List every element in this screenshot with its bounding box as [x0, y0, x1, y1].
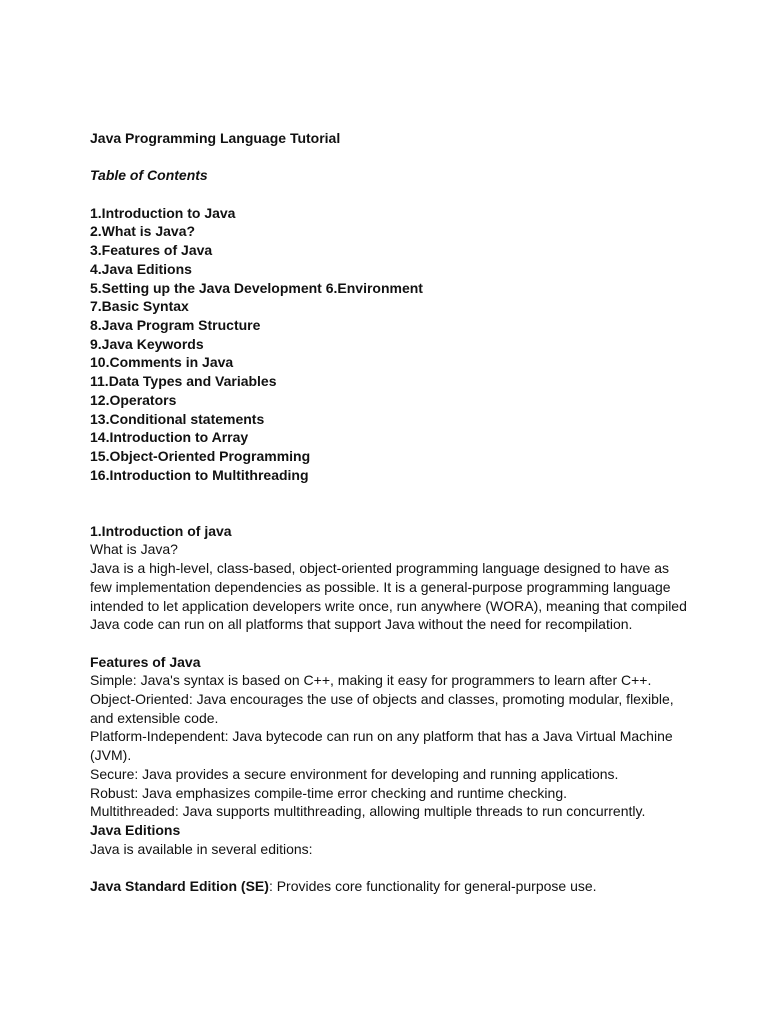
toc-item: 13.Conditional statements	[90, 410, 265, 427]
intro-section	[90, 522, 690, 634]
feature-item: Simple: Java's syntax is based on C++, making it easy for programmers to learn after C++.	[90, 672, 652, 689]
toc-item: 9.Java Keywords	[90, 335, 204, 352]
intro-paragraph: Java is a high-level, class-based, object-oriented programming language designed to have as few implementation dependencies as possible. It is a general-purpose programming language intended to let application developers write once, run anywhere (WORA), meaning that compiled Java code can run on all platforms that support Java without the need for recompilation.	[90, 560, 687, 633]
toc-item: 11.Data Types and Variables	[90, 373, 277, 390]
document-title: Java Programming Language Tutorial	[90, 130, 341, 146]
features-heading: Features of Java	[90, 653, 201, 670]
toc-item: 10.Comments in Java	[90, 354, 234, 371]
edition-se-description: : Provides core functionality for general-purpose use.	[268, 878, 597, 895]
feature-item: Object-Oriented: Java encourages the use of objects and classes, promoting modular, flexible, and extensible code.	[90, 691, 674, 726]
features-section	[90, 653, 690, 821]
toc-item: 5.Setting up the Java Development 6.Environment	[90, 279, 423, 296]
toc-item: 7.Basic Syntax	[90, 298, 189, 315]
table-of-contents	[90, 204, 690, 485]
edition-se	[90, 877, 690, 896]
intro-subheading: What is Java?	[90, 541, 178, 558]
toc-item: 16.Introduction to Multithreading	[90, 466, 309, 483]
toc-item: 12.Operators	[90, 391, 177, 408]
toc-item: 14.Introduction to Array	[90, 429, 249, 446]
editions-intro: Java is available in several editions:	[90, 840, 313, 857]
feature-item: Robust: Java emphasizes compile-time error checking and runtime checking.	[90, 784, 567, 801]
editions-section	[90, 821, 690, 896]
toc-item: 8.Java Program Structure	[90, 317, 261, 333]
toc-heading: Table of Contents	[90, 167, 208, 184]
toc-item: 2.What is Java?	[90, 223, 196, 240]
editions-heading: Java Editions	[90, 821, 181, 838]
feature-item: Platform-Independent: Java bytecode can run on any platform that has a Java Virtual Machine (JVM).	[90, 728, 673, 764]
feature-item: Multithreaded: Java supports multithreading, allowing multiple threads to run concurrently.	[90, 803, 646, 820]
feature-item: Secure: Java provides a secure environment for developing and running applications.	[90, 765, 619, 782]
toc-item: 3.Features of Java	[90, 242, 213, 259]
toc-item: 4.Java Editions	[90, 260, 192, 277]
toc-item: 1.Introduction to Java	[90, 204, 236, 221]
intro-heading: 1.Introduction of java	[90, 522, 232, 539]
toc-item: 15.Object-Oriented Programming	[90, 447, 311, 464]
document-content	[90, 129, 690, 896]
edition-se-label: Java Standard Edition (SE)	[90, 878, 269, 895]
